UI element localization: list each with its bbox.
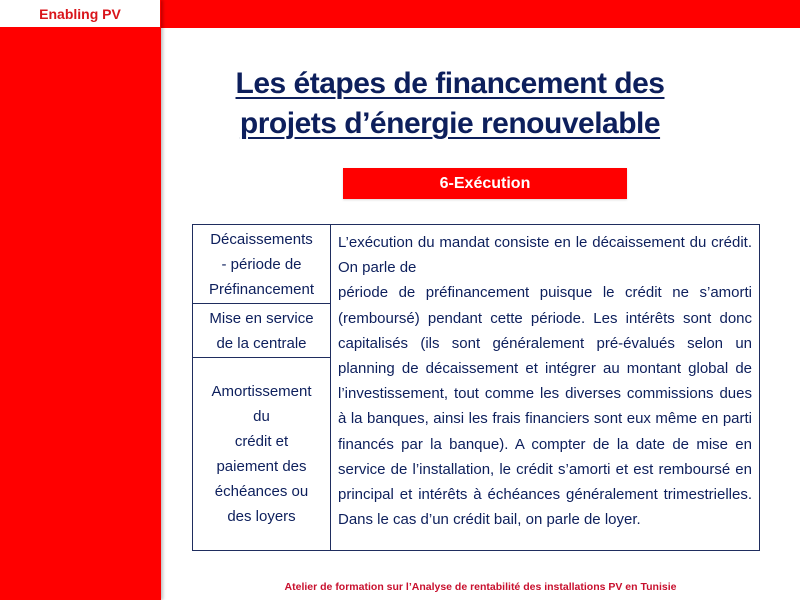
step-text: - période de: [221, 255, 302, 273]
step-text: Décaissements: [210, 230, 313, 248]
step-text: crédit et: [234, 433, 289, 450]
content-table: [192, 224, 760, 551]
step-text: paiement des: [216, 458, 307, 475]
step-text: échéances ou: [214, 483, 309, 500]
step-cell-disbursement: [193, 225, 330, 304]
left-red-bar: [0, 0, 161, 600]
section-banner: 6-Exécution: [343, 168, 627, 199]
step-text: du: [253, 408, 270, 425]
step-text: Préfinancement: [208, 280, 315, 298]
step-cell-commissioning: [193, 304, 330, 358]
step-text: des loyers: [227, 508, 296, 525]
footer-text: Atelier de formation sur l’Analyse de rentabilité des installations PV en Tunisie: [284, 581, 677, 593]
slide-title: [180, 64, 720, 144]
description-paragraph-1: L’exécution du mandat consiste en le décaissement du crédit. On parle de: [338, 234, 752, 277]
step-cell-amortization: [193, 358, 330, 550]
brand-label: Enabling PV: [0, 0, 160, 27]
slide-title-line-1: Les étapes de financement des: [235, 67, 665, 100]
step-text: Mise en service: [209, 309, 314, 327]
steps-column: [193, 225, 331, 550]
step-text: de la centrale: [216, 334, 307, 352]
slide-title-line-2: projets d’énergie renouvelable: [239, 107, 661, 140]
description-column: [331, 225, 759, 550]
description-paragraph-2: période de préfinancement puisque le crédit ne s’amorti (remboursé) pendant cette période. Les intérêts sont donc capitalisés (ils sont généralement pré-évalués selon un planning de décaissement et intégrer au montant global de l’investissement, tout comme les diverses commissions dues à la banques, ainsi les frais financiers sont eux même en parti financés par la banque). A compter de la date de mise en service de l’installation, le crédit s’amorti et est remboursé en principal et intérêts à échéances généralement trimestrielles. Dans le cas d’un crédit bail, on parle de loyer.: [338, 284, 752, 529]
step-text: Amortissement: [211, 383, 312, 400]
